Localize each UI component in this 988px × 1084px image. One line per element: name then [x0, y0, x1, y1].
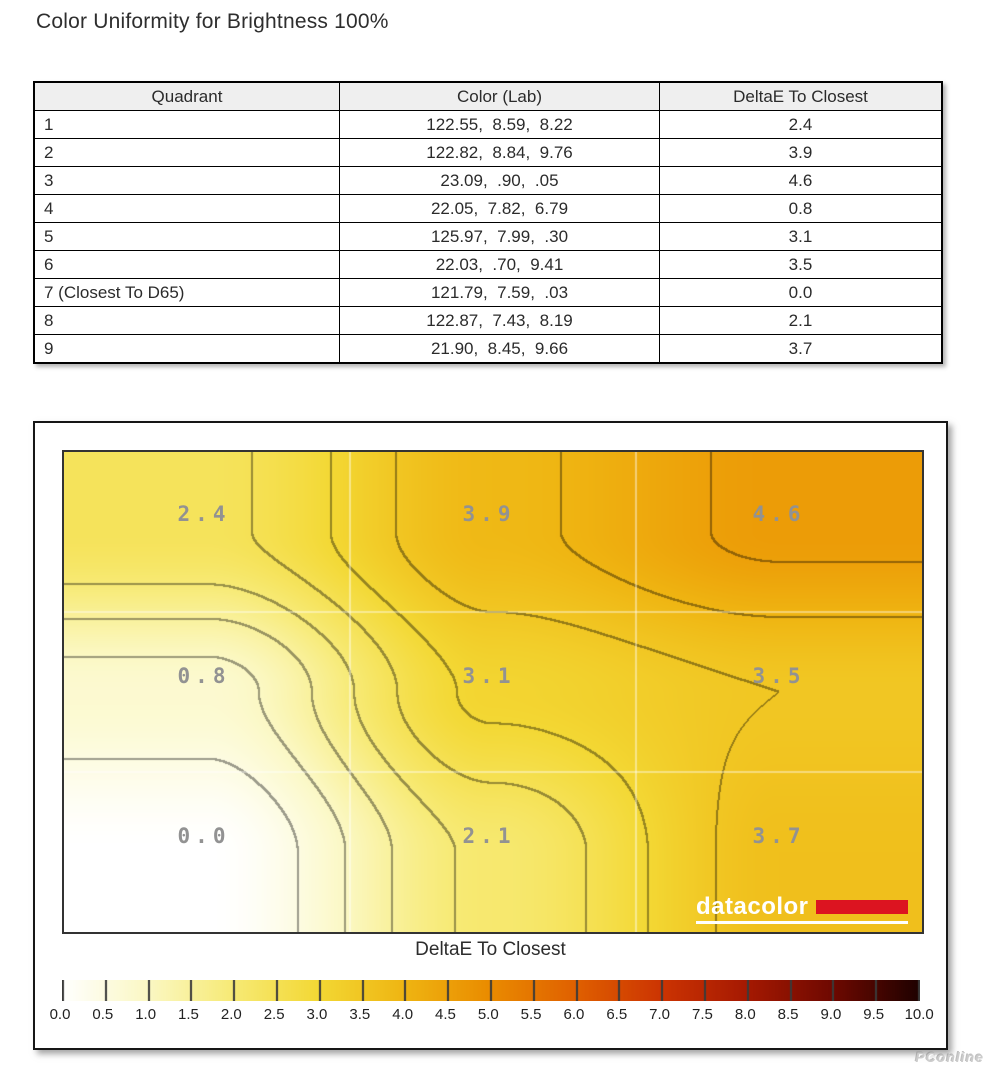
table-row [34, 139, 942, 167]
contour-label: 3.5 [752, 664, 806, 688]
table-row [34, 167, 942, 195]
deltae-cell: 0.0 [660, 279, 943, 307]
table-row [34, 111, 942, 139]
quadrant-cell: 4 [34, 195, 340, 223]
table-row [34, 307, 942, 335]
datacolor-logo-bar [816, 900, 908, 914]
colorbar-tick-label: 3.0 [306, 1006, 328, 1023]
quadrant-cell: 7 (Closest To D65) [34, 279, 340, 307]
contour-label: 3.7 [752, 824, 806, 848]
datacolor-logo-text: datacolor [696, 893, 809, 920]
colorbar-tick-label: 0.0 [49, 1006, 71, 1023]
colorbar-tick-label: 2.5 [263, 1006, 285, 1023]
colorbar-tick-label: 8.5 [777, 1006, 799, 1023]
contour-plot [62, 450, 924, 934]
colorbar-tick-label: 10.0 [904, 1006, 934, 1023]
lab-cell: 122.87, 7.43, 8.19 [340, 307, 660, 335]
lab-cell: 125.97, 7.99, .30 [340, 223, 660, 251]
table-row [34, 335, 942, 364]
quadrant-cell: 6 [34, 251, 340, 279]
contour-label: 2.1 [462, 824, 516, 848]
deltae-cell: 2.1 [660, 307, 943, 335]
quadrant-cell: 1 [34, 111, 340, 139]
chart-panel [33, 421, 948, 1050]
lab-cell: 122.55, 8.59, 8.22 [340, 111, 660, 139]
colorbar-tick-label: 6.0 [563, 1006, 585, 1023]
lab-cell: 21.90, 8.45, 9.66 [340, 335, 660, 364]
deltae-cell: 3.1 [660, 223, 943, 251]
colorbar-tick-label: 6.5 [606, 1006, 628, 1023]
lab-cell: 121.79, 7.59, .03 [340, 279, 660, 307]
deltae-cell: 3.5 [660, 251, 943, 279]
contour-label: 0.0 [177, 824, 231, 848]
col-header-quadrant: Quadrant [34, 82, 340, 111]
lab-cell: 122.82, 8.84, 9.76 [340, 139, 660, 167]
lab-cell: 22.03, .70, 9.41 [340, 251, 660, 279]
table-row [34, 279, 942, 307]
colorbar-tick-label: 1.0 [135, 1006, 157, 1023]
quadrant-cell: 3 [34, 167, 340, 195]
page-title: Color Uniformity for Brightness 100% [36, 10, 389, 33]
colorbar-tick-labels [48, 1006, 934, 1023]
datacolor-logo [696, 895, 908, 924]
colorbar-tick-label: 5.0 [477, 1006, 499, 1023]
colorbar-tick-label: 8.0 [734, 1006, 756, 1023]
colorbar-title: DeltaE To Closest [415, 939, 566, 960]
contour-label: 3.9 [462, 502, 516, 526]
table-row [34, 223, 942, 251]
datacolor-logo-underline [696, 921, 908, 924]
colorbar-tick-label: 0.5 [92, 1006, 114, 1023]
table-row [34, 251, 942, 279]
deltae-cell: 3.9 [660, 139, 943, 167]
colorbar-tick-label: 1.5 [178, 1006, 199, 1023]
colorbar-tick-label: 4.5 [435, 1006, 456, 1023]
deltae-cell: 3.7 [660, 335, 943, 364]
uniformity-table [33, 81, 943, 364]
table-row [34, 195, 942, 223]
deltae-cell: 2.4 [660, 111, 943, 139]
lab-cell: 22.05, 7.82, 6.79 [340, 195, 660, 223]
colorbar-tick-label: 9.0 [820, 1006, 842, 1023]
contour-label: 0.8 [177, 664, 231, 688]
quadrant-cell: 9 [34, 335, 340, 364]
colorbar-tick-label: 9.5 [863, 1006, 885, 1023]
lab-cell: 23.09, .90, .05 [340, 167, 660, 195]
col-header-deltae: DeltaE To Closest [660, 82, 943, 111]
colorbar-tick-label: 2.0 [220, 1006, 242, 1023]
quadrant-cell: 5 [34, 223, 340, 251]
col-header-color-lab: Color (Lab) [340, 82, 660, 111]
watermark: PConline [915, 1049, 984, 1065]
contour-label: 4.6 [752, 502, 806, 526]
colorbar [62, 980, 920, 1001]
colorbar-tick-label: 7.0 [649, 1006, 671, 1023]
table-header-row [34, 82, 942, 111]
quadrant-cell: 8 [34, 307, 340, 335]
colorbar-tick-label: 5.5 [520, 1006, 542, 1023]
colorbar-tick-label: 3.5 [349, 1006, 371, 1023]
colorbar-tick-label: 4.0 [392, 1006, 414, 1023]
contour-label: 3.1 [462, 664, 516, 688]
quadrant-cell: 2 [34, 139, 340, 167]
deltae-cell: 4.6 [660, 167, 943, 195]
deltae-cell: 0.8 [660, 195, 943, 223]
colorbar-tick-label: 7.5 [691, 1006, 713, 1023]
contour-label: 2.4 [177, 502, 231, 526]
